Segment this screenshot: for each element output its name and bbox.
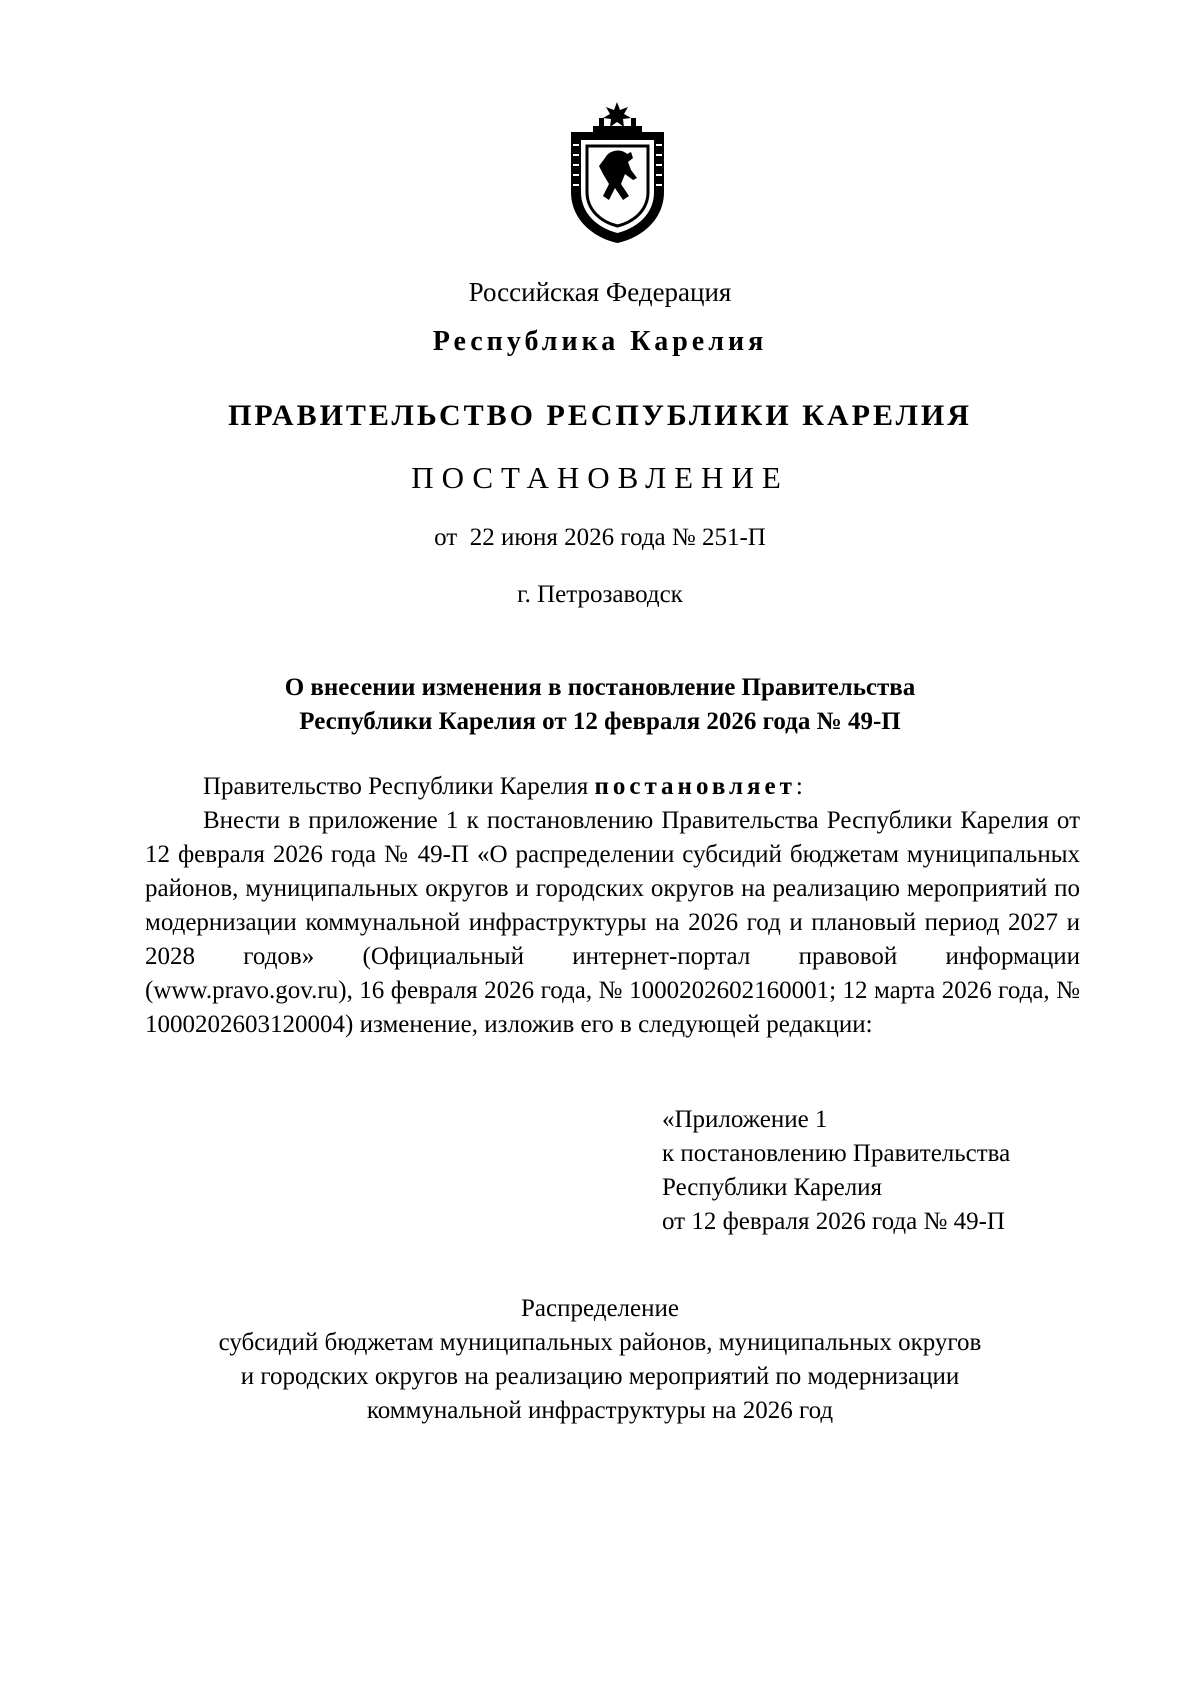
republic-name: Республика Карелия (432, 326, 768, 357)
document-title-line: Республики Карелия от 12 февраля 2026 года № 49-П (299, 708, 901, 735)
distribution-line: и городских округов на реализацию мероприятий по модернизации (240, 1363, 960, 1390)
distribution-line: субсидий бюджетам муниципальных районов, муниципальных округов (218, 1329, 982, 1356)
preamble-paragraph (145, 770, 1080, 804)
preamble-text: Правительство Республики Карелия (203, 773, 595, 800)
karelia-coat-of-arms-icon (565, 100, 670, 245)
annex-line: Республики Карелия (662, 1174, 883, 1201)
document-title (0, 671, 1200, 739)
main-paragraph: Внести в приложение 1 к постановлению Правительства Республики Карелия от 12 февраля 2026 года № 49-П «О распределении субсидий бюджетам муниципальных районов, муниципальных округов и городских округов на реализацию мероприятий по модернизации коммунальной инфраструктуры на 2026 год и плановый период 2027 и 2028 годов» (Официальный интернет-портал правовой информации (www.pravo.gov.ru), 16 февраля 2026 года, № 1000202602160001; 12 марта 2026 года, № 1000202603120004) изменение, изложив его в следующей редакции: (145, 807, 1080, 1038)
document-city: г. Петрозаводск (517, 581, 683, 608)
distribution-line: Распределение (521, 1295, 679, 1322)
annex-line: «Приложение 1 (662, 1106, 828, 1133)
document-type: ПОСТАНОВЛЕНИЕ (411, 460, 789, 495)
distribution-line: коммунальной инфраструктуры на 2026 год (366, 1397, 834, 1424)
preamble-keyword: постановляет (594, 773, 796, 800)
preamble-colon: : (795, 773, 803, 800)
country-name: Российская Федерация (468, 277, 732, 307)
annex-heading (662, 1103, 1010, 1239)
document-title-line: О внесении изменения в постановление Правительства (284, 674, 916, 701)
distribution-heading (0, 1292, 1200, 1428)
annex-line: к постановлению Правительства (662, 1140, 1011, 1167)
document-date-number: от 22 июня 2026 года № 251-П (434, 524, 766, 551)
annex-line: от 12 февраля 2026 года № 49-П (662, 1208, 1005, 1235)
government-name: ПРАВИТЕЛЬСТВО РЕСПУБЛИКИ КАРЕЛИЯ (228, 399, 972, 432)
